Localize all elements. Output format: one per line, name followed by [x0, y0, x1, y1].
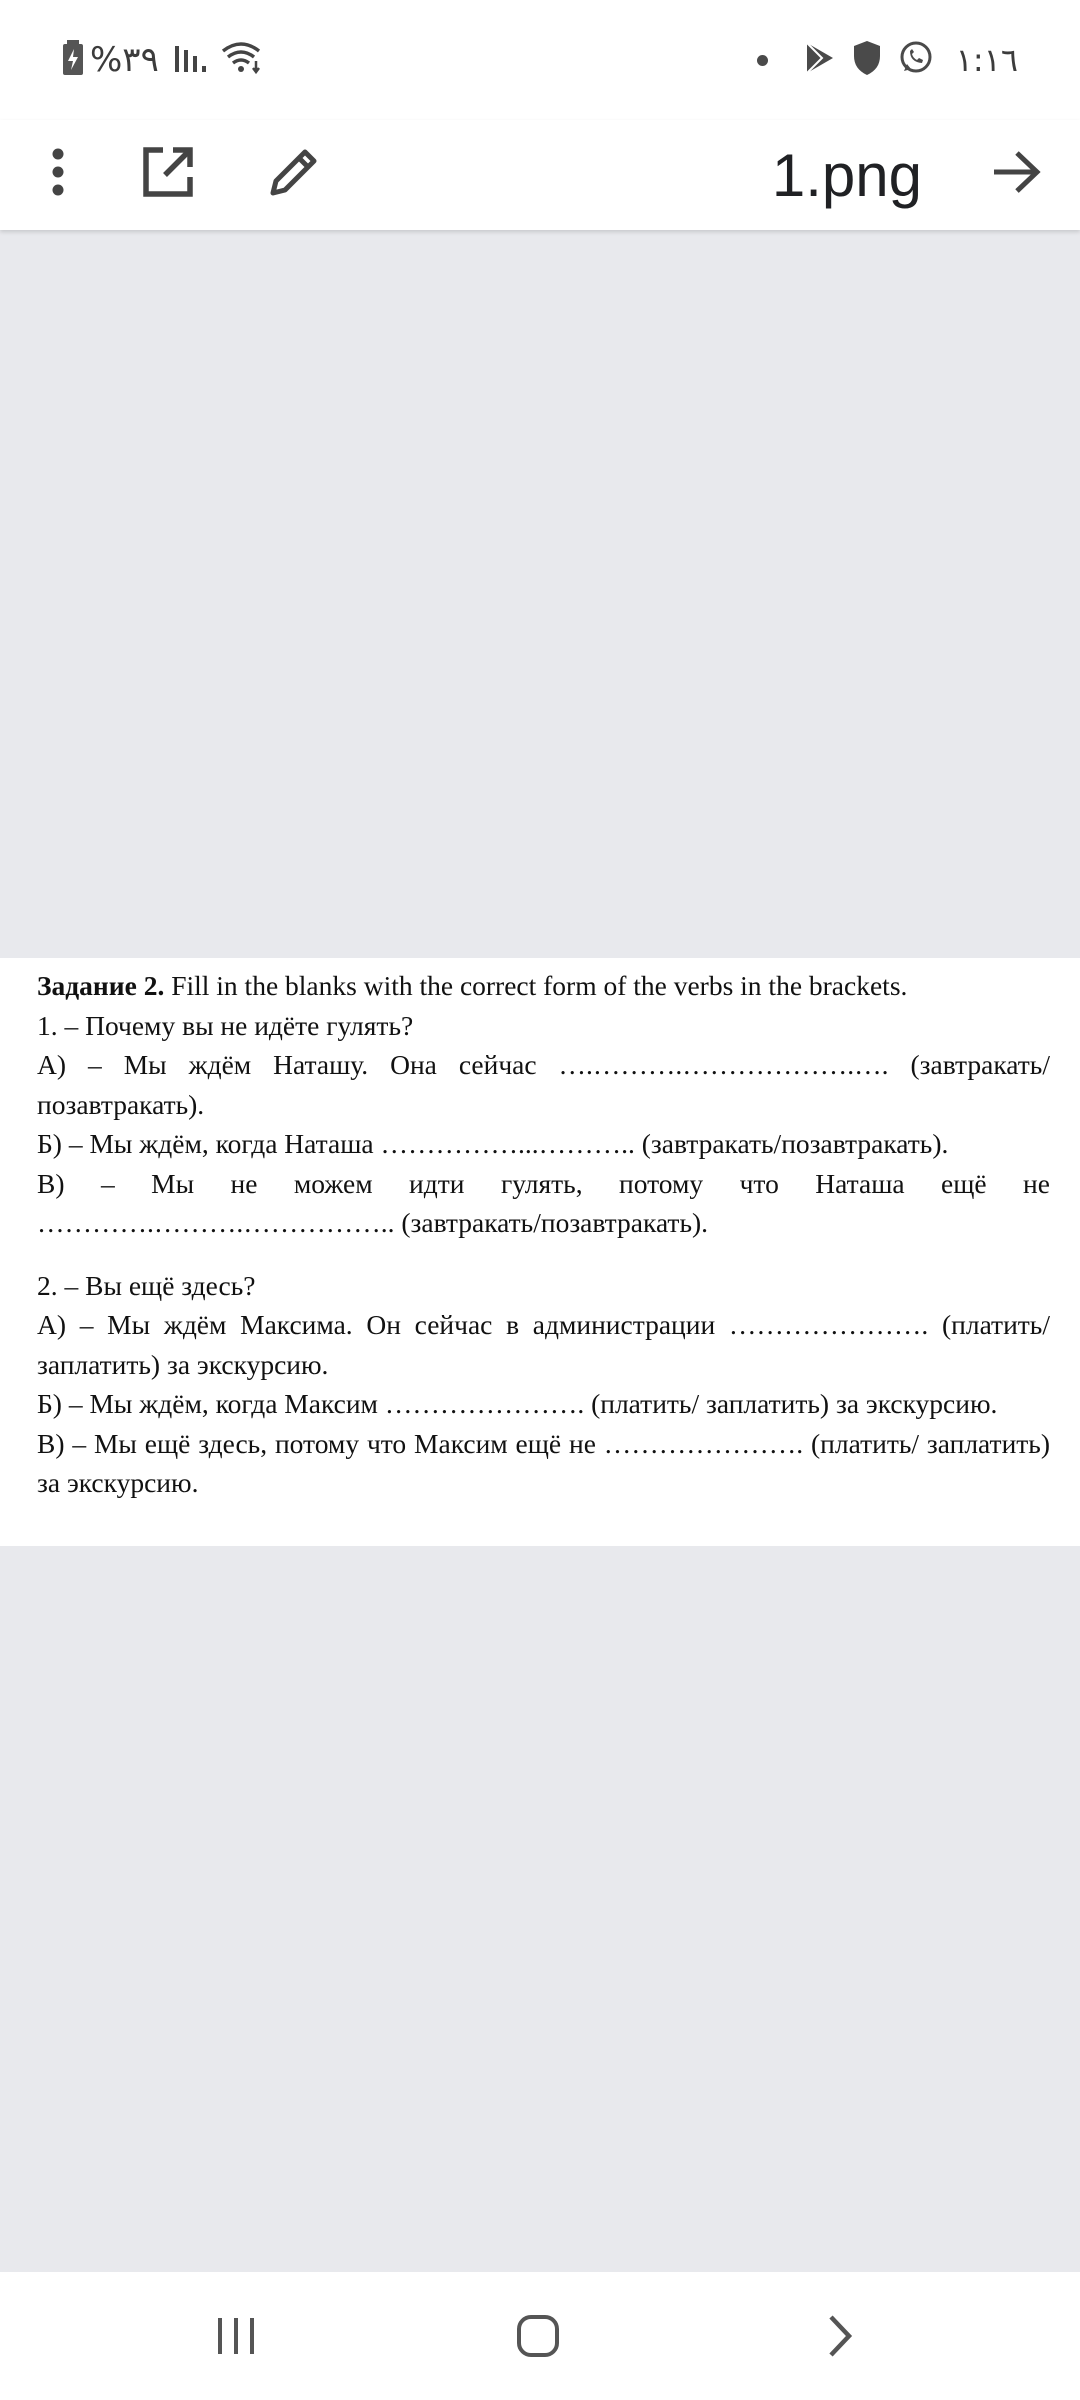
more-vert-icon[interactable]	[16, 130, 100, 214]
navigation-bar	[0, 2272, 1080, 2400]
task-label: Задание 2.	[37, 970, 165, 1001]
signal-icon	[173, 42, 207, 79]
play-store-icon	[804, 41, 836, 80]
file-title: 1.png	[771, 142, 922, 209]
arrow-forward-icon[interactable]	[974, 130, 1058, 214]
q2-option-a: А) – Мы ждём Максима. Он сейчас в администрации …………………. (платить/заплатить) за экскурсию.	[37, 1309, 1050, 1380]
q1-option-b: Б) – Мы ждём, когда Наташа ……………...……….. (завтракать/позавтракать).	[37, 1128, 949, 1159]
task-instruction: Fill in the blanks with the correct form of the verbs in the brackets.	[164, 970, 908, 1001]
clock: ۱:۱٦	[955, 41, 1018, 79]
whatsapp-icon	[898, 40, 934, 81]
notification-dot-icon	[757, 55, 768, 66]
shield-icon	[852, 40, 882, 81]
status-left	[62, 36, 263, 84]
wifi-icon	[221, 41, 263, 80]
document-image	[0, 958, 1080, 1546]
home-icon[interactable]	[488, 2296, 588, 2376]
q1-option-c: В) – Мы не можем идти гулять, потому что Наташа ещё не ………….……….…………….. (завтракать/позавтракать).	[37, 1167, 1050, 1238]
q2-option-b: Б) – Мы ждём, когда Максим …………………. (платить/ заплатить) за экскурсию.	[37, 1388, 998, 1419]
paragraph-gap	[37, 1243, 1050, 1266]
open-in-new-icon[interactable]	[126, 130, 210, 214]
back-icon[interactable]	[790, 2296, 890, 2376]
q2-question: 2. – Вы ещё здесь?	[37, 1269, 256, 1301]
q1-question: 1. – Почему вы не идёте гулять?	[37, 1009, 414, 1041]
q2-option-c: В) – Мы ещё здесь, потому что Максим ещё не …………………. (платить/ заплатить) за экскурсию.	[37, 1427, 1050, 1498]
pencil-icon[interactable]	[252, 130, 336, 214]
battery-percent: %۳۹	[90, 40, 159, 80]
task-heading	[37, 966, 1050, 1006]
status-right	[757, 36, 1018, 84]
recents-icon[interactable]	[186, 2296, 286, 2376]
battery-icon	[62, 40, 84, 81]
app-bar	[0, 120, 1080, 230]
image-viewer[interactable]	[0, 232, 1080, 2272]
q1-option-a: А) – Мы ждём Наташу. Она сейчас ….……….……………….…. (завтракать/ позавтракать).	[37, 1049, 1050, 1120]
status-bar	[0, 0, 1080, 120]
